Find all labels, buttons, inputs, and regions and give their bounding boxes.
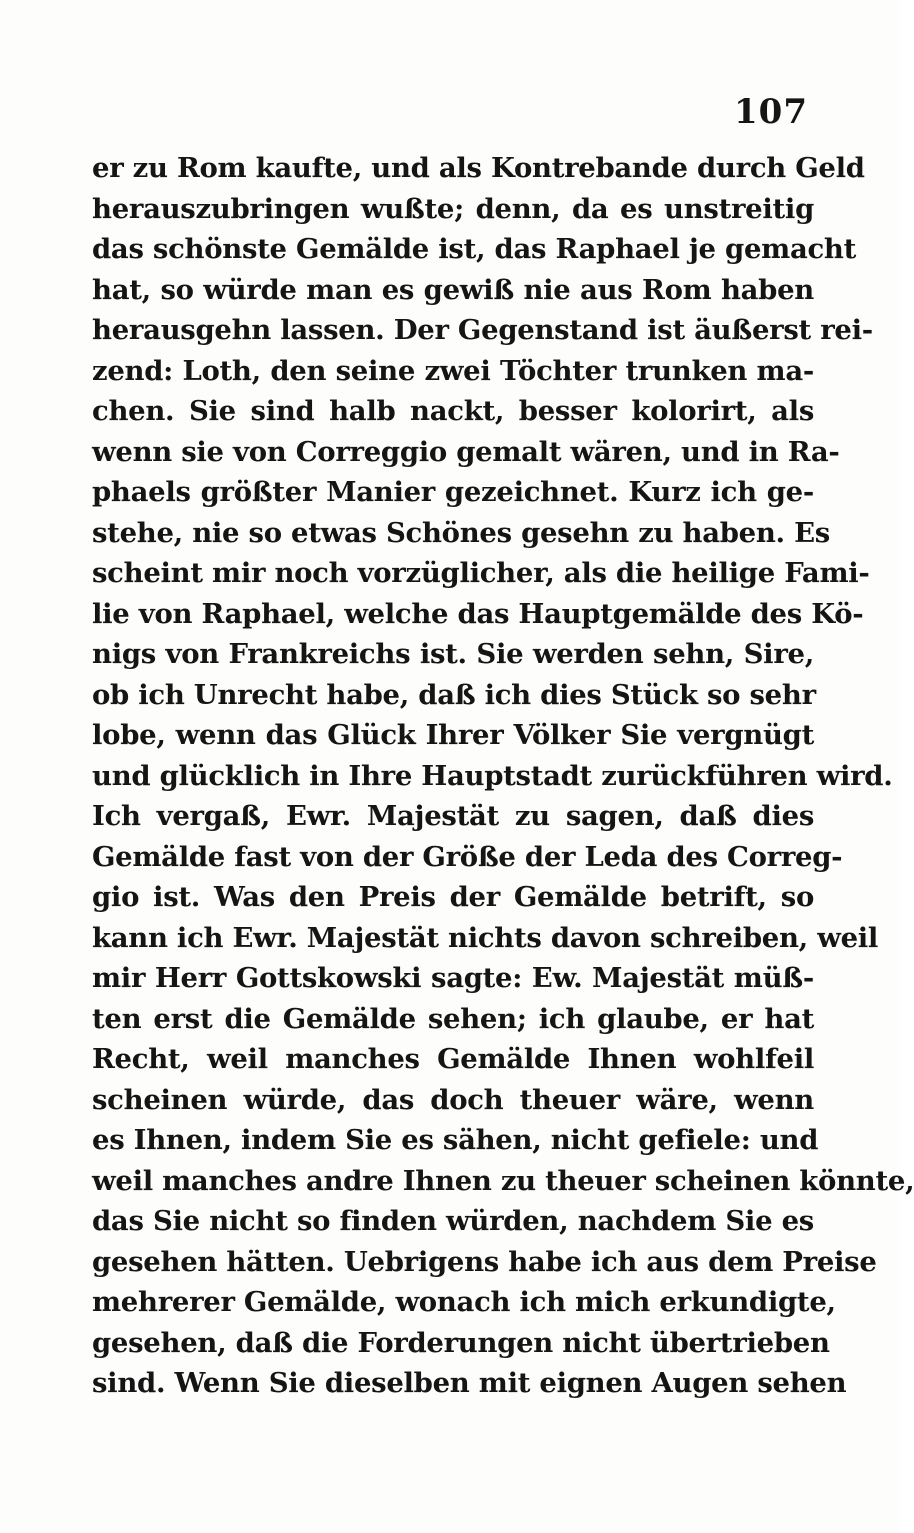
text-line: und glücklich in Ihre Hauptstadt zurückführen wird. <box>92 759 893 792</box>
text-line: hat, so würde man es gewiß nie aus Rom haben <box>92 273 814 306</box>
text-line: mehrerer Gemälde, wonach ich mich erkundigte, <box>92 1286 836 1318</box>
text-line: herauszubringen wußte; denn, da es unstreitig <box>92 192 814 225</box>
text-line: Recht, weil manches Gemälde Ihnen wohlfeil <box>92 1043 814 1075</box>
body-text <box>92 148 914 1404</box>
text-line: ob ich Unrecht habe, daß ich dies Stück so sehr <box>92 678 816 711</box>
text-line: gio ist. Was den Preis der Gemälde betrift, so <box>92 881 814 913</box>
text-line: sind. Wenn Sie dieselben mit eignen Augen sehen <box>92 1367 847 1399</box>
text-line: das schönste Gemälde ist, das Raphael je gemacht <box>92 233 857 265</box>
text-line: scheint mir noch vorzüglicher, als die heilige Fami- <box>92 557 870 589</box>
text-line: phaels größter Manier gezeichnet. Kurz ich ge- <box>92 476 814 508</box>
text-line: chen. Sie sind halb nackt, besser kolorirt, als <box>92 395 814 427</box>
page-number: 107 <box>734 92 808 132</box>
text-line: stehe, nie so etwas Schönes gesehn zu haben. Es <box>92 516 830 549</box>
text-line: wenn sie von Correggio gemalt wären, und in Ra- <box>92 435 840 468</box>
text-line: weil manches andre Ihnen zu theuer scheinen könnte, <box>92 1164 914 1197</box>
text-line: ten erst die Gemälde sehen; ich glaube, er hat <box>92 1002 814 1035</box>
text-line: herausgehn lassen. Der Gegenstand ist äußerst rei- <box>92 314 873 346</box>
text-line: Gemälde fast von der Größe der Leda des Correg- <box>92 840 843 873</box>
text-line: nigs von Frankreichs ist. Sie werden sehn, Sire, <box>92 638 814 670</box>
text-line: lobe, wenn das Glück Ihrer Völker Sie vergnügt <box>92 719 814 751</box>
text-line: er zu Rom kaufte, und als Kontrebande durch Geld <box>92 152 865 184</box>
text-line: das Sie nicht so finden würden, nachdem Sie es <box>92 1205 814 1237</box>
text-line: gesehen, daß die Forderungen nicht übertrieben <box>92 1326 830 1359</box>
text-line: lie von Raphael, welche das Hauptgemälde des Kö- <box>92 597 864 630</box>
text-line: scheinen würde, das doch theuer wäre, wenn <box>92 1083 814 1116</box>
text-line: es Ihnen, indem Sie es sähen, nicht gefiele: und <box>92 1124 819 1156</box>
text-line: Ich vergaß, Ewr. Majestät zu sagen, daß dies <box>92 800 814 832</box>
text-line: kann ich Ewr. Majestät nichts davon schreiben, weil <box>92 921 879 954</box>
text-line: mir Herr Gottskowski sagte: Ew. Majestät müß- <box>92 962 814 994</box>
text-line: zend: Loth, den seine zwei Töchter trunken ma- <box>92 354 814 387</box>
text-line: gesehen hätten. Uebrigens habe ich aus dem Preise <box>92 1245 877 1278</box>
